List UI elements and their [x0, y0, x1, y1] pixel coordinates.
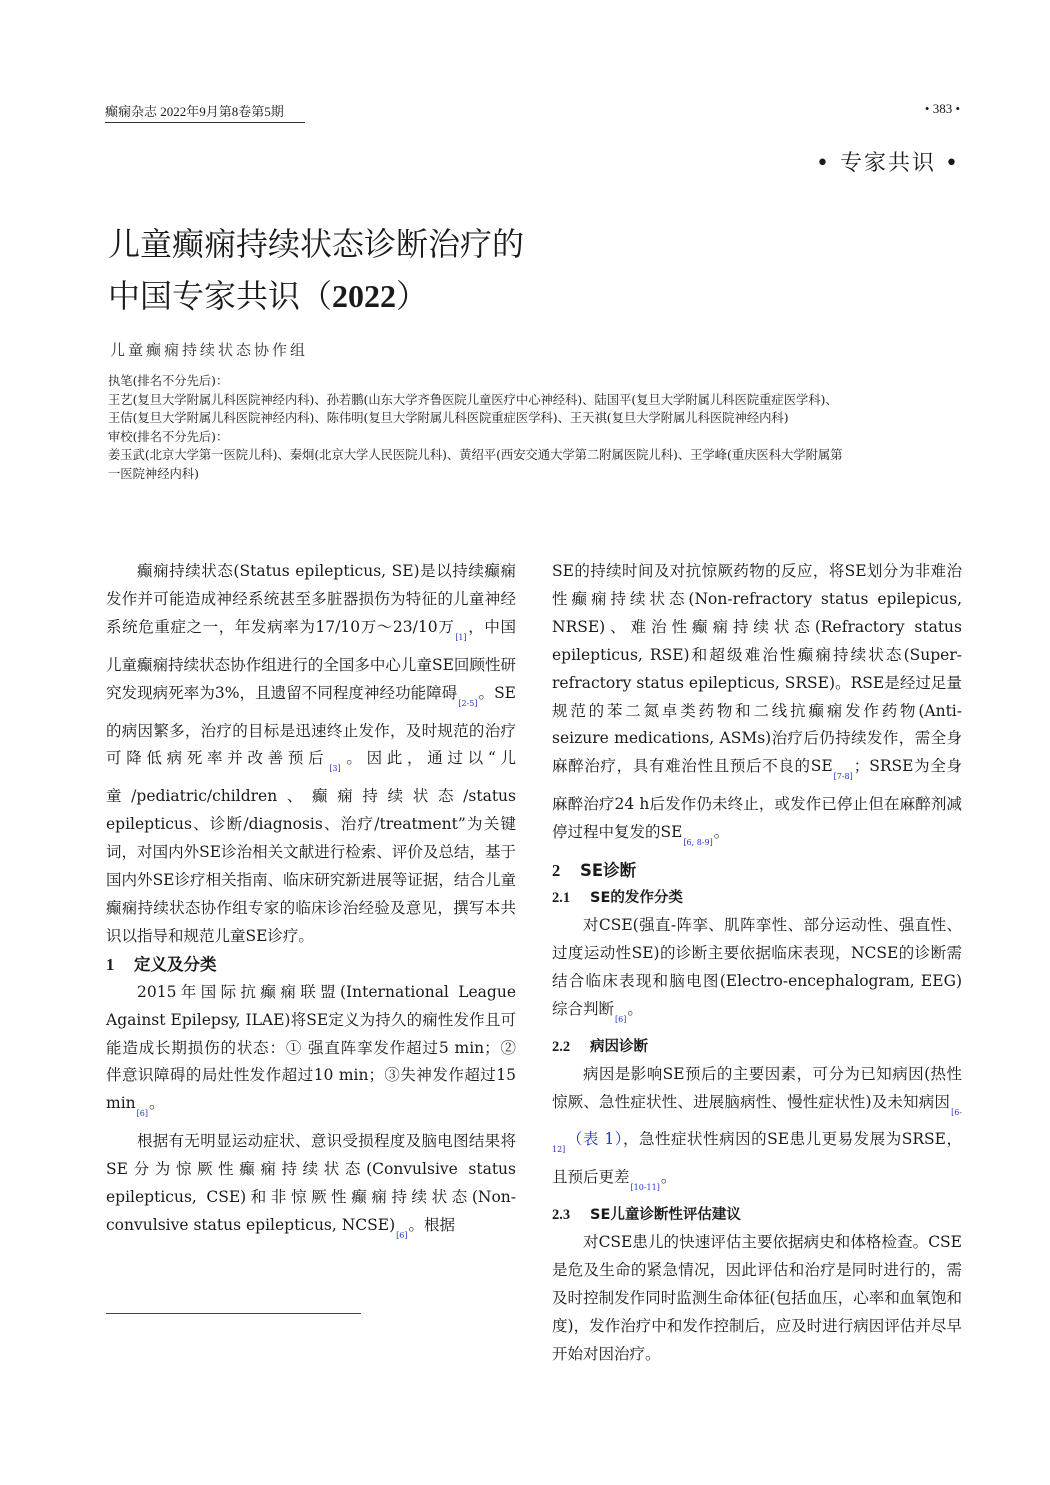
- citation[interactable]: [6]: [615, 1014, 627, 1024]
- seizure-classification-paragraph: [552, 912, 962, 1034]
- subsection-title: 病因诊断: [590, 1038, 648, 1055]
- section-title: SE诊断: [580, 861, 637, 881]
- right-column: [552, 558, 962, 1369]
- section-2-3-heading: [552, 1202, 962, 1229]
- subsection-number: 2.3: [552, 1207, 571, 1224]
- subsection-number: 2.1: [552, 889, 571, 906]
- seizure-end: 。: [627, 999, 643, 1018]
- section-1-heading: [106, 951, 516, 979]
- author-list: [108, 372, 848, 483]
- subsection-title: SE的发作分类: [590, 889, 683, 906]
- intro-text-a: 癫痫持续状态(Status epilepticus, SE)是以持续癫痫发作并可能造成神经系统甚至多脏器损伤为特征的儿童神经系统危重症之一，年发病率为17/10万～23/10万: [106, 562, 516, 636]
- citation[interactable]: [2-5]: [458, 698, 478, 708]
- section-2-1-heading: [552, 885, 962, 912]
- intro-paragraph: [106, 558, 516, 951]
- citation[interactable]: [6]: [396, 1230, 408, 1240]
- writers-label: 执笔(排名不分先后)：: [108, 374, 229, 388]
- writers: 王艺(复旦大学附属儿科医院神经内科)、孙若鹏(山东大学齐鲁医院儿童医疗中心神经科)、陆国平(复旦大学附属儿科医院重症医学科)、王佶(复旦大学附属儿科医院神经内科)、陈伟明(复旦大学附属儿科医院重症医学科)、王天祺(复旦大学附属儿科医院神经内科): [108, 392, 838, 425]
- article-title: [108, 218, 524, 322]
- column-tag: • 专家共识 •: [816, 151, 960, 176]
- citation[interactable]: [10-11]: [630, 1183, 660, 1193]
- definition-text: 2015年国际抗癫痫联盟(International League Against Epilepsy, ILAE)将SE定义为持久的痫性发作且可能造成长期损伤的状态：① 强直阵挛发作超过5 min；② 伴意识障碍的局灶性发作超过10 min；③失神发作超过15 min: [106, 982, 516, 1113]
- reviewers-label: 审校(排名不分先后)：: [108, 429, 229, 444]
- table-1-link[interactable]: （表 1）: [566, 1130, 623, 1149]
- citation[interactable]: [7-8]: [833, 772, 853, 782]
- page-number: • 383 •: [924, 101, 960, 116]
- continued-text-c: 。: [713, 823, 730, 842]
- section-number: 2: [552, 861, 561, 881]
- author-group: 儿童癫痫持续状态协作组: [110, 341, 309, 359]
- etiology-text-b: ，急性症状性病因的SE患儿更易发展为SRSE，且预后更差: [552, 1130, 962, 1187]
- assessment-paragraph: 对CSE患儿的快速评估主要依据病史和体格检查。CSE是危及生命的紧急情况，因此评估和治疗是同时进行的，需及时控制发作同时监测生命体征(包括血压，心率和血氧饱和度)，发作治疗中和发作控制后，应及时进行病因评估并尽早开始对因治疗。: [552, 1233, 962, 1363]
- etiology-end: 。: [660, 1168, 677, 1187]
- citation[interactable]: [6]: [136, 1109, 148, 1119]
- definition-paragraph: [106, 979, 516, 1129]
- section-2-2-heading: [552, 1034, 962, 1061]
- citation[interactable]: [6, 8-9]: [683, 838, 713, 848]
- etiology-paragraph: [552, 1061, 962, 1203]
- citation[interactable]: [6-12]: [552, 1107, 962, 1155]
- subsection-number: 2.2: [552, 1038, 571, 1055]
- classification-paragraph: [106, 1128, 516, 1250]
- title-line-2-text: 中国专家共识（: [108, 277, 333, 315]
- classification-end: 。根据: [408, 1215, 456, 1234]
- title-line-2: [108, 270, 524, 322]
- section-title: 定义及分类: [134, 954, 217, 974]
- intro-text-d: 。因此，通过以“儿童/pediatric/children、癫痫持续状态/status epilepticus、诊断/diagnosis、治疗/treatment”为关键词，对国内外SE诊治相关文献进行检索、评价及总结，基于国内外SE诊疗相关指南、临床研究新进展等证据，结合儿童癫痫持续状态协作组专家的临床诊治经验及意见，撰写本共识以指导和规范儿童SE诊疗。: [106, 749, 516, 945]
- footnote-rule: [106, 1313, 361, 1314]
- definition-end: 。: [148, 1094, 165, 1113]
- seizure-text: 对CSE(强直-阵挛、肌阵挛性、部分运动性、强直性、过度运动性SE)的诊断主要依据临床表现，NCSE的诊断需结合临床表现和脑电图(Electro-encephalogram, EEG)综合判断: [552, 915, 962, 1018]
- section-number: 1: [106, 954, 115, 974]
- title-close-paren: ）: [396, 277, 429, 315]
- continued-text-b: ；SRSE为全身麻醉治疗24 h后发作仍未终止，或发作已停止但在麻醉剂减停过程中复发的SE: [552, 757, 962, 842]
- left-column: [106, 558, 516, 1250]
- classification-continued: [552, 558, 962, 857]
- title-year: 2022: [332, 278, 397, 314]
- running-head-rule: [105, 122, 305, 123]
- intro-text-b: ，中国儿童癫痫持续状态协作组进行的全国多中心儿童SE回顾性研究发现病死率为3%，且遗留不同程度神经功能障碍: [106, 617, 516, 702]
- continued-text-a: SE的持续时间及对抗惊厥药物的反应，将SE划分为非难治性癫痫持续状态(Non-refractory status epilepicus, NRSE)、难治性癫痫持续状态(Refractory status epilepticus, RSE)和超级难治性癫痫持续状态(Super-refractory status epilepticus, SRSE)。RSE是经过足量规范的苯二氮卓类药物和二线抗癫痫发作药物(Anti-seizure medications, ASMs)治疗后仍持续发作，需全身麻醉治疗，具有难治性且预后不良的SE: [552, 562, 962, 776]
- title-line-1: 儿童癫痫持续状态诊断治疗的: [108, 225, 525, 263]
- subsection-title: SE儿童诊断性评估建议: [590, 1207, 741, 1224]
- intro-text-c: 。SE的病因繁多，治疗的目标是迅速终止发作，及时规范的治疗可降低病死率并改善预后: [106, 683, 516, 768]
- journal-running-head: 癫痫杂志 2022年9月第8卷第5期: [105, 104, 284, 119]
- citation[interactable]: [1]: [455, 632, 467, 642]
- reviewers: 姜玉武(北京大学第一医院儿科)、秦炯(北京大学人民医院儿科)、黄绍平(西安交通大学第二附属医院儿科)、王学峰(重庆医科大学附属第一医院神经内科): [108, 448, 843, 481]
- section-2-heading: [552, 857, 962, 885]
- etiology-text-a: 病因是影响SE预后的主要因素，可分为已知病因(热性惊厥、急性症状性、进展脑病性、慢性症状性)及未知病因: [552, 1064, 962, 1111]
- citation[interactable]: [3]: [329, 764, 341, 774]
- classification-text: 根据有无明显运动症状、意识受损程度及脑电图结果将SE分为惊厥性癫痫持续状态(Convulsive status epilepticus, CSE)和非惊厥性癫痫持续状态(Non-convulsive status epilepticus, NCSE): [106, 1132, 516, 1234]
